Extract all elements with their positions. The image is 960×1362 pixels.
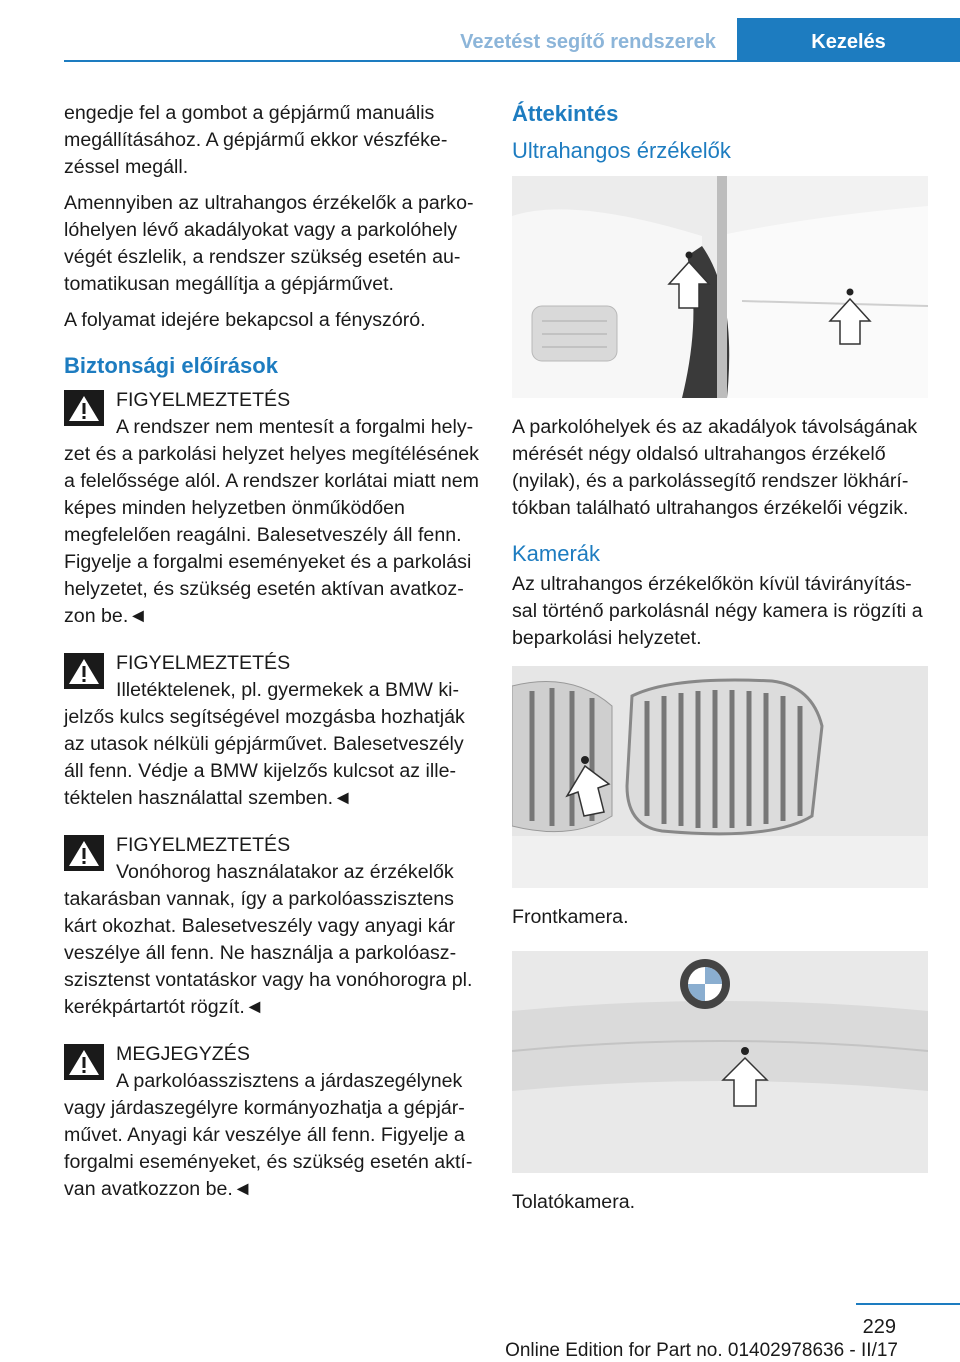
warning-text: Vonóhorog használatakor az érzékelők takarásban vannak, így a parkolóasszisztens kárt okozhat. Balesetveszély vagy anyagi kár veszélye áll fenn. Ne használja a parkolóaszszisztenst vontatáskor vagy ha vonóhorogra pl. kerékpártartót rögzít.◄ — [64, 861, 473, 1018]
edition-line: Online Edition for Part no. 01402978636 - II/17 — [505, 1340, 898, 1361]
warning-title: FIGYELMEZTETÉS — [116, 652, 291, 674]
warning-triangle-icon — [64, 1044, 104, 1080]
header-section-tab[interactable]: Vezetést segítő rendszerek — [460, 31, 716, 53]
right-column — [512, 100, 928, 1225]
footer-rule — [856, 1303, 960, 1305]
warning-block-3 — [64, 832, 480, 1021]
header-rule — [64, 60, 960, 62]
ultrasonic-sensors-illustration — [512, 176, 928, 398]
warning-block-1 — [64, 387, 480, 630]
warning-title: FIGYELMEZTETÉS — [116, 389, 291, 411]
front-camera-illustration — [512, 666, 928, 888]
warning-triangle-icon — [64, 835, 104, 871]
page-number: 229 — [862, 1316, 896, 1338]
rear-camera-illustration — [512, 951, 928, 1173]
cameras-description: Az ultrahangos érzékelőkön kívül távirányítással történő parkolásnál négy kamera is rögzíti a beparkolási helyzetet. — [512, 573, 923, 649]
safety-heading: Biztonsági előírások — [64, 353, 278, 378]
sensors-description: A parkolóhelyek és az akadályok távolságának mérését négy oldalsó ultrahangos érzékelő (nyilak), és a parkolássegítő rendszer lökhárítókban található ultrahangos érzékelői végzik. — [512, 416, 918, 519]
warning-block-2 — [64, 650, 480, 812]
notice-title: MEGJEGYZÉS — [116, 1043, 250, 1065]
paragraph-3: A folyamat idejére bekapcsol a fényszóró. — [64, 309, 426, 331]
overview-heading: Áttekintés — [512, 101, 619, 126]
notice-block — [64, 1041, 480, 1203]
sensors-subheading: Ultrahangos érzékelők — [512, 138, 731, 163]
rear-camera-caption: Tolatókamera. — [512, 1191, 636, 1213]
warning-title: FIGYELMEZTETÉS — [116, 834, 291, 856]
header-chapter-tab[interactable]: Kezelés — [737, 18, 960, 62]
left-column — [64, 100, 480, 1223]
warning-text: A rendszer nem mentesít a forgalmi helyzet és a parkolási helyzet helyes megítélésének a felelőssége alól. A rendszer korlátai miatt nem képes minden helyzetben önműködően megfelelően reagálni. Balesetveszély áll fenn. Figyelje a forgalmi eseményeket és a parkolási helyzetet, és szükség esetén aktívan avatkozzon be.◄ — [64, 416, 479, 627]
notice-text: A parkolóasszisztens a járdaszegélynek vagy járdaszegélyre kormányozhatja a gépjárművet. Anyagi kár veszélye áll fenn. Figyelje a forgalmi eseményeket, és szükség esetén aktívan avatkozzon be.◄ — [64, 1070, 473, 1200]
paragraph-2: Amennyiben az ultrahangos érzékelők a parkolóhelyen lévő akadályokat vagy a parkolóhely végét észlelik, a rendszer szükség esetén automatikusan megállítja a gépjárművet. — [64, 192, 474, 295]
warning-text: Illetéktelenek, pl. gyermekek a BMW kijelzős kulcs segítségével mozgásba hozhatják az utasok nélküli gépjárművet. Balesetveszély áll fenn. Védje a BMW kijelzős kulcsot az illetéktelen használattal szemben.◄ — [64, 679, 465, 809]
warning-triangle-icon — [64, 653, 104, 689]
paragraph-1: engedje fel a gombot a gépjármű manuális megállításához. A gépjármű ekkor vészfékezéssel megáll. — [64, 102, 448, 178]
warning-triangle-icon — [64, 390, 104, 426]
cameras-subheading: Kamerák — [512, 541, 601, 566]
front-camera-caption: Frontkamera. — [512, 906, 629, 928]
